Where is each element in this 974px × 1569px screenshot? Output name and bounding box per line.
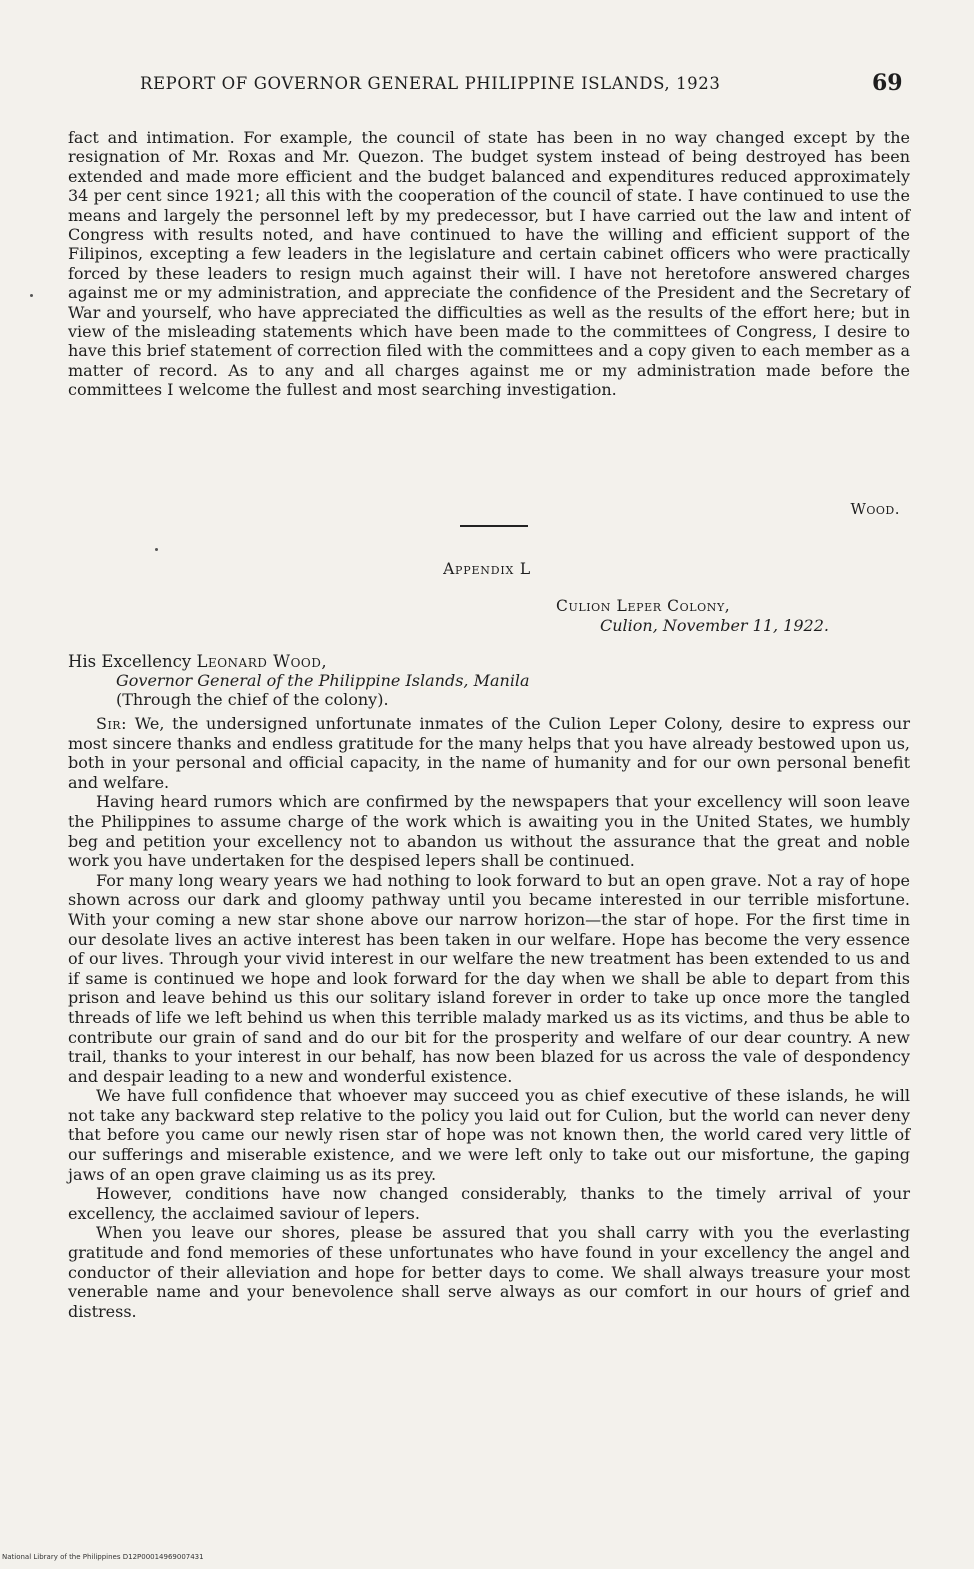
addressee-routing: (Through the chief of the colony). bbox=[116, 690, 389, 709]
letter-paragraph: Having heard rumors which are confirmed by the newspapers that your excellency will soon leave the Philippines to assume charge of the work which is awaiting you in the United States, we humbly beg and petition your excellency not to abandon us without the assurance that the great and noble work you have undertaken for the despised lepers shall be continued. bbox=[68, 792, 910, 871]
letter-place: Culion Leper Colony, bbox=[556, 597, 731, 615]
appendix-title: Appendix L bbox=[443, 560, 531, 578]
addressee-name: Leonard Wood, bbox=[196, 652, 328, 671]
letter-body bbox=[68, 714, 910, 1321]
letter-paragraph: However, conditions have now changed considerably, thanks to the timely arrival of your excellency, the acclaimed saviour of lepers. bbox=[68, 1184, 910, 1223]
scan-speck bbox=[155, 548, 158, 551]
section-divider bbox=[460, 525, 528, 527]
letter-paragraph: Sir: We, the undersigned unfortunate inmates of the Culion Leper Colony, desire to express our most sincere thanks and endless gratitude for the many helps that you have already bestowed upon us, both in your personal and official capacity, in the name of humanity and for our own personal benefit and welfare. bbox=[68, 714, 910, 792]
addressee-line bbox=[68, 652, 327, 671]
letter-dateline: Culion, November 11, 1922. bbox=[600, 616, 829, 635]
continued-paragraph: fact and intimation. For example, the council of state has been in no way changed except by the resignation of Mr. Roxas and Mr. Quezon. The budget system instead of being destroyed has been extended and made more efficient and the budget balanced and expenditures reduced approximately 34 per cent since 1921; all this with the cooperation of the council of state. I have continued to use the means and largely the personnel left by my predecessor, but I have carried out the law and intent of Congress with results noted, and have continued to have the willing and efficient support of the Filipinos, excepting a few leaders in the legislature and certain cabinet officers who were practically forced by these leaders to resign much against their will. I have not heretofore answered charges against me or my administration, and appreciate the confidence of the President and the Secretary of War and yourself, who have appreciated the difficulties as well as the results of the effort here; but in view of the misleading statements which have been made to the committees of Congress, I desire to have this brief statement of correction filed with the committees and a copy given to each member as a matter of record. As to any and all charges against me or my administration made before the committees I welcome the fullest and most searching investigation. bbox=[68, 128, 910, 400]
letter-paragraph: We have full confidence that whoever may succeed you as chief executive of these islands, he will not take any backward step relative to the policy you laid out for Culion, but the world can never deny that before you came our newly risen star of hope was not known then, the world cared very little of our sufferings and miserable existence, and we were left only to take out our misfortune, the gaping jaws of an open grave claiming us as its prey. bbox=[68, 1086, 910, 1184]
letter-paragraph: For many long weary years we had nothing to look forward to but an open grave. Not a ray of hope shown across our dark and gloomy pathway until you became interested in our terrible misfortune. With your coming a new star shone above our narrow horizon—the star of hope. For the first time in our desolate lives an active interest has been taken in our welfare. Hope has become the very essence of our lives. Through your vivid interest in our welfare the new treatment has been extended to us and if same is continued we hope and look forward for the day when we shall be able to depart from this prison and leave behind us this our solitary island forever in order to take up once more the tangled threads of life we left behind us when this terrible malady marked us as its victims, and thus be able to contribute our grain of sand and do our bit for the prosperity and welfare of our dear country. A new trail, thanks to your interest in our behalf, has now been blazed for us across the vale of despondency and despair leading to a new and wonderful existence. bbox=[68, 870, 910, 1086]
letter-paragraph: When you leave our shores, please be assured that you shall carry with you the everlasting gratitude and fond memories of these unfortunates who have found in your excellency the angel and conductor of their alleviation and hope for better days to come. We shall always treasure your most venerable name and your benevolence shall serve always as our comfort in our hours of grief and distress. bbox=[68, 1223, 910, 1321]
scan-speck bbox=[30, 294, 33, 297]
signature-wood: Wood. bbox=[850, 500, 900, 518]
addressee-title: Governor General of the Philippine Islands, Manila bbox=[116, 671, 530, 690]
scan-footer: National Library of the Philippines D12P00014969007431 bbox=[2, 1553, 204, 1561]
running-head: REPORT OF GOVERNOR GENERAL PHILIPPINE ISLANDS, 1923 bbox=[140, 74, 721, 93]
salutation: Sir: bbox=[96, 714, 127, 733]
addressee-prefix: His Excellency bbox=[68, 652, 197, 671]
page-number: 69 bbox=[872, 70, 903, 96]
